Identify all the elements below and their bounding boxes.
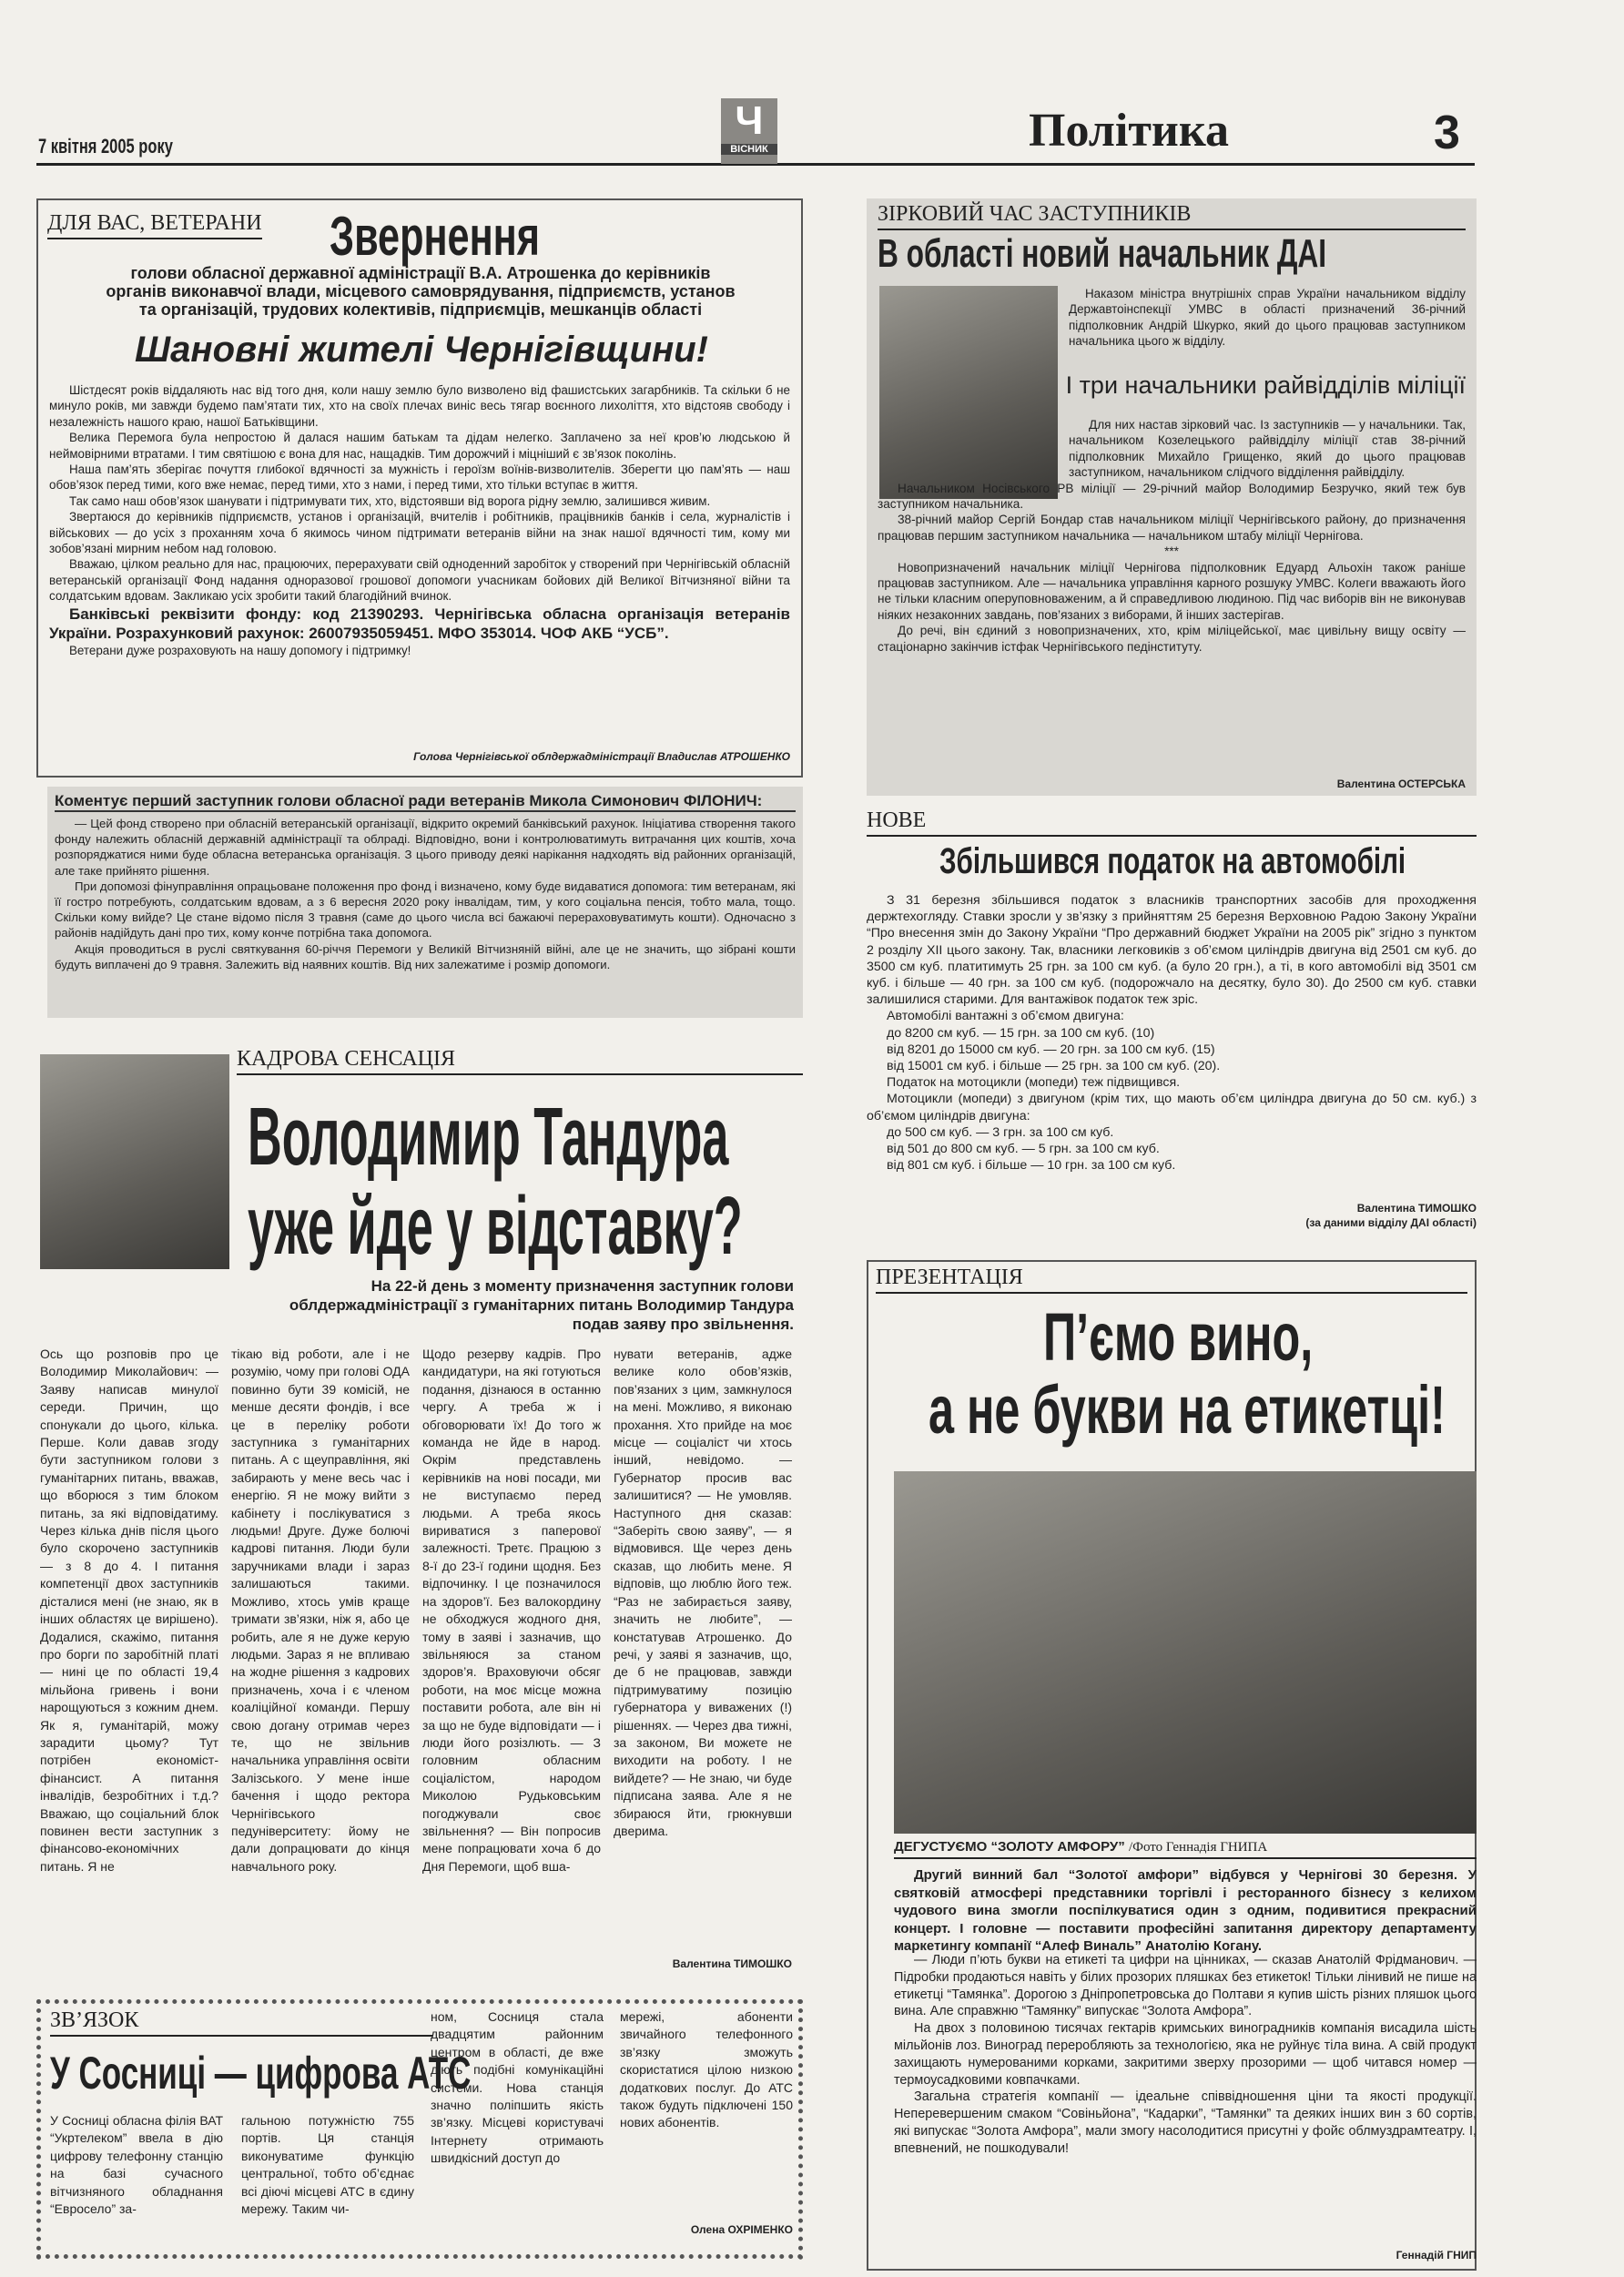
tandura-column: Щодо резерву кадрів. Про кандидатури, на які готуються подання, дізнаюся в останню чергу. А треба ж і обговорювати їх! До того ж команда не йде в народ. Окрім представлень керівників на нові посади, ми не виступаємо перед людьми. А треба якось вириватися з паперової залежності. Третє. Працюю з 8-ї до 23-ї години щодня. Без відпочинку. І це позначилося на здоров’ї. Без валокордину не обходжуся жодного дня, тому в заяві і зазначив, що звільняюся за станом здоров’я. Враховуючи обсяг роботи, на моє місце можна поставити робота, але він ні за що не буде відповідати — і люди його розізлють. — З головним обласним соціалістом, народом Миколою Рудьковським погоджували своє звільнення? — Він попросив мене попрацювати хоча б до Дня Перемоги, щоб вша- (422, 1347, 601, 1874)
wine-paragraph: На двох з половиною тисячах гектарів кримських виноградників компанія висадила шість мільйонів лоз. Виноград переробляють за технологією, яка не руйнує тіла вина. А свій продукт захищають нумерованими корками, закритими зверху прозорими — щоб читався номер — термоусадковими ковпачками. (894, 2021, 1477, 2088)
dai-paragraph: 38-річний майор Сергій Бондар став начальником міліції Чернігівського району, до призначення працював першим заступником начальника — начальником штабу міліції Чернігова. (878, 513, 1466, 543)
tax-rubric: НОВЕ (867, 808, 1477, 837)
dai-separator: *** (1164, 544, 1179, 559)
page-header (36, 98, 1475, 166)
comment-paragraph: Акція проводиться в руслі святкування 60-річчя Перемоги у Великій Вітчизняній війні, але це не значить, що зібрані кошти будуть виплачені до 9 травня. Залежить від наявних коштів. Від них залежатиме і розмір допомоги. (55, 941, 796, 971)
atc-title: У Сосниці — цифрова АТС (50, 2048, 472, 2099)
dai-paragraph: Начальником Носівського РВ міліції — 29-річний майор Володимир Безручко, який теж був заступником начальника. (878, 481, 1466, 512)
truck-rate: від 15001 см куб. і більше — 25 грн. за 100 см куб. (20). (887, 1059, 1221, 1074)
wine-signature: Геннадій ГНИП (1396, 2249, 1477, 2262)
atc-article (36, 1999, 803, 2260)
appeal-closing: Ветерани дуже розраховують на нашу допомогу і підтримку! (69, 643, 411, 657)
dai-title: В області новий начальник ДАІ (878, 231, 1327, 276)
dai-paragraph: Новопризначений начальник міліції Чернігова підполковник Едуард Альохін також раніше працював заступником. Але — начальника управління карного розшуку УМВС. Колеги вважають його не тільки класним оперуповноваженим, а й справедливою людиною. Під час виборів він не виконував ніяких незаконних завдань, пов’язаних з виборами, й інших застерігав. (878, 560, 1466, 622)
tandura-column: тікаю від роботи, але і не розумію, чому при голові ОДА повинно бути 39 комісій, не менше десяти фондів, і все це в переліку роботи заступника з гуманітарних питань. А с щеуправління, які забирають у мене весь час і енергію. Я не можу вийти з кабінету і послікуватися з людьми! Друге. Дуже болючі кадрові питання. Люди були заручниками влади і зараз залишаються такими. Можливо, хтось умів краще тримати зв’язки, ніж я, або це робить, але я не дуже керую людьми. Зараз я не впливаю на жодне рішення з кадрових призначень, хоча і є членом коаліційної команди. Першу свою догану отримав через те, що не звільнив начальника управління освіти Залізського. У мене інше бачення і щодо ректора Чернігівського педуніверситету: йому не дали допрацювати до кінця навчального року. (231, 1347, 410, 1874)
tax-paragraph: Податок на мотоцикли (мопеди) теж підвищився. (887, 1075, 1181, 1091)
tandura-title-line2: уже йде у відставку? (248, 1181, 743, 1272)
appeal-rubric: ДЛЯ ВАС, ВЕТЕРАНИ (47, 211, 262, 239)
appeal-subtitle: голови обласної державної адміністрації В.А. Атрошенка до керівників органів виконавчої влади, місцевого самоврядування, підприємств, установ та організацій, трудових колективів, підприємців, мешканців області (106, 264, 736, 319)
tax-body (867, 892, 1477, 1174)
wine-caption-text: ДЕГУСТУЄМО “ЗОЛОТУ АМФОРУ” (894, 1839, 1125, 1855)
dai-body (878, 417, 1466, 655)
appeal-paragraph: Звертаюся до керівників підприємств, установ і організацій, вчителів і робітників, працівників банків і села, журналістів і військових — до усіх з проханням хоча б якимось чином підтримати ветеранів війни на знак нашої вдячності тим, кому ми зобов’язані мирним небом над головою. (49, 510, 790, 556)
appeal-paragraph: Вважаю, цілком реально для нас, працюючих, перерахувати свій одноденний заробіток у створений при Чернігівській обласній ветеранській організації Фонд надання одноразової грошової допомоги учасникам бойових дій Великої Вітчизняної війни та солдатським вдовам. Закликаю усіх зробити такий благодійний вчинок. (49, 557, 790, 604)
comment-paragraph: — Цей фонд створено при обласній ветеранській організації, відкрито окремий банківський рахунок. Ініціатива створення такого фонду належить обласній державній адміністрації та облраді. Відповідно, вони і контролюватимуть витрачання цих коштів, хоча розпоряджатися ними буде обласна ветеранська організація. З цього приводу деякі нарікання надходять від районних організацій, але таке прийнято рішення. (55, 817, 796, 878)
wine-caption (894, 1839, 1477, 1859)
bank-details: Банківські реквізити фонду: код 21390293. Чернігівська обласна організація ветеранів України. Розрахунковий рахунок: 26007935059451. МФО 353014. ЧОФ АКБ “УСБ”. (49, 605, 790, 642)
wine-photo-credit: /Фото Геннадія ГНИПА (1128, 1840, 1268, 1855)
moto-rate: від 801 см куб. і більше — 10 грн. за 100 см куб. (887, 1158, 1176, 1174)
wine-body (894, 1952, 1477, 2158)
wine-title-line2: а не букви на етикетці! (929, 1372, 1446, 1448)
tandura-photo (40, 1054, 229, 1269)
truck-rate: від 8201 до 15000 см куб. — 20 грн. за 100 см куб. (15) (887, 1042, 1215, 1057)
atc-rubric: ЗВ’ЯЗОК (50, 2008, 432, 2037)
wine-paragraph: Загальна стратегія компанії — ідеальне співвідношення ціни та якості продукції. Неперевершеним смаком “Совіньйона”, “Кадарки”, “Тамянки” та деяких інших вин з 60 сортів, які випускає “Золота Амфора”, мали змогу насолодитися присутні у фойє облмуздрамтеатру. І, впевнений, не пошкодували! (894, 2089, 1477, 2156)
appeal-paragraph: Шістдесят років віддаляють нас від того дня, коли нашу землю було визволено від фашистських загарбників. Та скільки б не минуло років, ми завжди будемо пам’ятати тих, хто на своїх плечах виніс весь тягар воєнного лихоліття, хто відстояв свободу і незалежність нашого краю, нашої Батьківщини. (49, 383, 790, 429)
section-title: Політика (1029, 105, 1230, 157)
tax-paragraph: Мотоцикли (мопеди) з двигуном (крім тих, що мають об’єм циліндра двигуна до 50 см. куб.) з об’ємом циліндрів двигуна: (867, 1092, 1477, 1123)
dai-subtitle: І три начальники райвідділів міліції (1065, 371, 1466, 399)
logo-word: ВІСНИК (721, 144, 777, 155)
tax-paragraph: Автомобілі вантажні з об’ємом двигуна: (887, 1009, 1124, 1024)
tandura-signature: Валентина ТИМОШКО (672, 1957, 792, 1970)
wine-paragraph: — Люди п’ють букви на етикеті та цифри на цінниках, — сказав Анатолій Фрідманович. — Підробки продаються навіть у білих прозорих пляшках без етикеток! Тільки лінивий не пише на етикетці “Тамянка”. Дорогою з Дніпропетровська до Полтави я купив шість різних пляшок цього вина. Але справжню “Тамянку” випускає “Золота Амфора”. (894, 1953, 1477, 2019)
newspaper-logo (721, 98, 777, 164)
appeal-greeting: Шановні жителі Чернігівщини! (135, 330, 708, 370)
dai-signature: Валентина ОСТЕРСЬКА (1336, 778, 1466, 790)
atc-top-border (36, 1999, 803, 2004)
appeal-paragraph: Так само наш обов’язок шанувати і підтримувати тих, хто, відстоявши від ворога рідну землю, залишився живим. (69, 493, 711, 508)
issue-date: 7 квітня 2005 року (38, 135, 173, 158)
tandura-column: нувати ветеранів, адже велике коло обов’язків, пов’язаних з цим, замкнулося на мені. Можливо, я виконаю прохання. Хто прийде на моє місце — соціаліст чи хтось інший, невідомо. — Губернатор просив вас залишитися? — Не умовляв. Наступного дня сказав: “Заберіть свою заяву”, — я відмовився. Ще через день сказав, що любить мене. Я відповів, що люблю його теж. “Раз не забирається заяву, значить не любите”, — констатував Атрошенко. До речі, у заяві я зазначив, що, де б не працював, завжди підтримуватиму позицію губернатора у виважених (!) рішеннях. — Через два тижні, за законом, Ви можете не виходити на роботу. І не вийдете? — Не знаю, чи буде підписана заява. Але я не збираюся йти, грюкнувши дверима. (614, 1347, 792, 1838)
dai-paragraph: Для них настав зірковий час. Із заступників — у начальники. Так, начальником Козелецького райвідділу міліції став 38-річний підполковник Михайло Грищенко, який до цього працював заступником, начальником слідчого відділення райвідділу. (1069, 418, 1466, 480)
atc-column: гальною потужністю 755 портів. Ця станція виконуватиме функцію центральної, тобто об’єднає всі діючі місцеві АТС в єдину мережу. Таким чи- (241, 2113, 414, 2217)
appeal-body (49, 382, 790, 658)
wine-rubric: ПРЕЗЕНТАЦІЯ (876, 1266, 1467, 1294)
appeal-signature: Голова Чернігівської облдержадміністрації Владислав АТРОШЕНКО (413, 750, 790, 763)
dai-paragraph: До речі, він єдиний з новопризначених, хто, крім міліцейської, має цивільну вищу освіту — стаціонарно закінчив істфак Чернігівського педінституту. (878, 624, 1466, 654)
comment-body (55, 816, 796, 972)
page-number: 3 (1434, 107, 1460, 159)
wine-lead: Другий винний бал “Золотої амфори” відбувся у Чернігові 30 березня. У святковій атмосфері представники торгівлі і ресторанного бізнесу з келихом чудового вина змогли поспілкуватися один з одним, подивитися прекрасний концерт. І головне — поставити професійні запитання директору департаменту маркетингу компанії “Алеф Виналь” Анатолію Когану. (894, 1867, 1477, 1955)
wine-article (867, 1260, 1477, 2271)
comment-title: Коментує перший заступник голови обласної ради ветеранів Микола Симонович ФІЛОНИЧ: (55, 792, 796, 812)
comment-block (47, 787, 803, 1018)
tax-signature: Валентина ТИМОШКО (1356, 1202, 1477, 1215)
tandura-article (36, 1047, 803, 1994)
atc-bottom-border (36, 2254, 803, 2259)
wine-title-line1: П’ємо вино, (1043, 1299, 1314, 1375)
tax-source: (за даними відділу ДАІ області) (1305, 1216, 1477, 1229)
truck-rate: до 8200 см куб. — 15 грн. за 100 см куб. (10) (887, 1025, 1155, 1041)
dai-rubric: ЗІРКОВИЙ ЧАС ЗАСТУПНИКІВ (878, 202, 1466, 230)
tax-paragraph: З 31 березня збільшився податок з власників транспортних засобів для проходження держтехогляду. Ставки зросли у зв’язку з прийняттям 25 березня Верховною Радою Закону України “Про внесення змін до Закону України “Про державний бюджет України на 2005 рік” згідно з пунктом 2 розділу XII цього закону. Так, власники легковиків з об’ємом циліндрів двигуна від 2501 см куб. до 3500 см куб. платитимуть 25 грн. за 100 см куб. (а було 20 грн.), а ті, в кого автомобілі від 3501 см куб. і більше — 40 грн. за 100 см куб. (подорожчало на десятку, було 30). До 2500 см куб. ставки залишилися старими. Для вантажівок податок теж зріс. (867, 893, 1477, 1008)
tandura-column: Ось що розповів про це Володимир Миколайович: — Заяву написав минулої середи. Причин, що спонукали до цього, кілька. Перше. Коли давав згоду бути заступником голови з гуманітарних питань, вважав, що вборюся з тим блоком питань, за які відповідатиму. Через кілька днів після цього було скорочено заступників — з 8 до 4. І питання компетенції двох заступників дісталися мені (не знаю, як в інших областях це вирішено). Додалися, скажімо, питання про борги по заробітній платі — нині це по області 19,4 мільйона гривень і вони нарощуються з кожним днем. Як я, гуманітарій, можу зарадити цьому? Тут потрібен економіст-фінансист. А питання інвалідів, безробітних і т.д.? Вважаю, що соціальний блок повинен вести заступник з фінансово-економічних питань. Я не (40, 1347, 218, 1874)
atc-column: У Сосниці обласна філія ВАТ “Укртелеком” ввела в дію цифрову телефонну станцію на базі сучасного вітчизняного обладнання “Евросело” за- (50, 2113, 223, 2217)
wine-tasting-photo (894, 1471, 1477, 1834)
appeal-article (36, 198, 803, 778)
tandura-rubric: КАДРОВА СЕНСАЦІЯ (237, 1047, 803, 1075)
moto-rate: від 501 до 800 см куб. — 5 грн. за 100 см куб. (887, 1142, 1160, 1157)
comment-paragraph: При допомозі фінуправління опрацьоване положення про фонд і визначено, кому буде видаватися допомога: тим ветеранам, які її гостро потребують, солдатським вдовам, а з 6 вересня 2020 року інвалідам, тим, у кого соціальна пенсія, тобто мала, тощо. Скільки кому вийде? Це стане відомо після 3 травня (саме до цього числа всі бажаючі перераховуватимуть кошти). Одночасно з районів надійдуть дані про тих, кому конче потрібна така допомога. (55, 879, 796, 940)
logo-letter: Ч (735, 98, 764, 143)
appeal-title: Звернення (330, 206, 540, 267)
atc-column: ном, Сосниця стала двадцятим районним центром в області, де вже діють подібні комунікаційні системи. Нова станція значно поліпшить якість зв’язку. Місцеві користувачі Інтернету отримають швидкісний доступ до (431, 2009, 604, 2166)
tandura-title-line1: Володимир Тандура (248, 1092, 729, 1183)
atc-column: мережі, абоненти звичайного телефонного зв’язку зможуть скористатися цілою низкою додаткових послуг. До АТС також будуть підключені 150 нових абонентів. (620, 2009, 793, 2130)
appeal-paragraph: Наша пам’ять зберігає почуття глибокої вдячності за мужність і героїзм воїнів-визволителів. Зберегти цю пам’ять — наш обов’язок перед тими, кого вже немає, перед тими, хто з нами, і перед тими, хто тільки вступає в життя. (49, 463, 790, 493)
tax-article (867, 801, 1477, 1247)
dai-article (867, 198, 1477, 796)
dai-lead: Наказом міністра внутрішніх справ України начальником відділу Державтоінспекції УМВС в області призначений 36-річний підполковник Андрій Шкурко, який до цього працював заступником начальника цього ж відділу. (1069, 287, 1466, 349)
tax-title: Збільшився податок на автомобілі (939, 841, 1406, 881)
atc-signature: Олена ОХРІМЕНКО (690, 2223, 793, 2236)
appeal-paragraph: Велика Перемога була непростою й далася нашим батькам та дідам нелегко. Заплачено за неї кров’ю людською й неймовірними втратами. І тим святішою є вона для нас, нащадків. Тим дорожчий і міцніший є зв’язок поколінь. (49, 431, 790, 461)
tandura-lead: На 22-й день з моменту призначення заступник голови облдержадміністрації з гуманітарних питань Володимир Тандура подав заяву про звільнення. (289, 1277, 794, 1333)
moto-rate: до 500 см куб. — 3 грн. за 100 см куб. (887, 1124, 1114, 1140)
